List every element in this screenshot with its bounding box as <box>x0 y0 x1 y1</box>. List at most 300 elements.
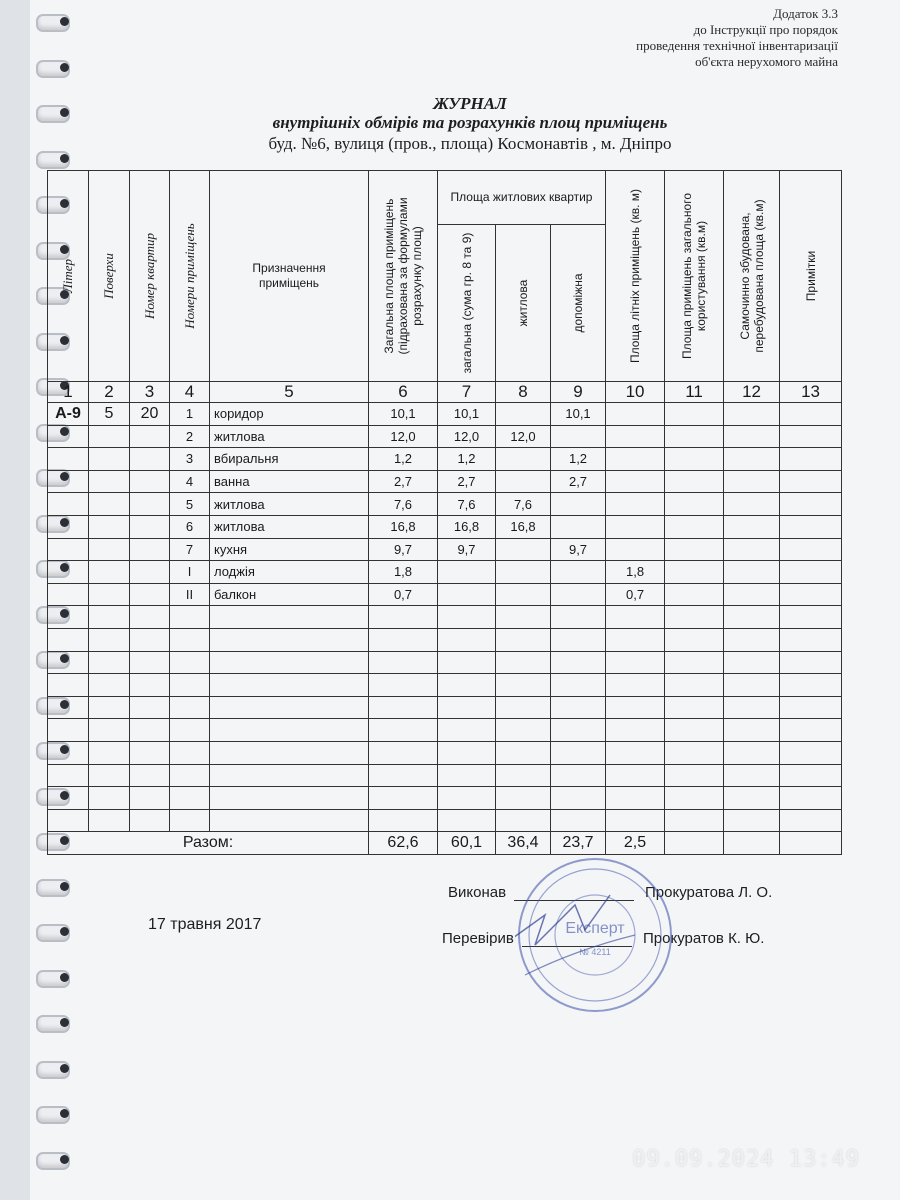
empty-cell <box>130 787 170 810</box>
table-row <box>48 561 842 584</box>
empty-cell <box>438 809 496 832</box>
empty-cell <box>665 764 724 787</box>
cell-common-area <box>665 448 724 471</box>
empty-cell <box>48 787 89 810</box>
punch-hole-icon <box>60 882 69 891</box>
table-row <box>48 470 842 493</box>
cell-auxiliary: 1,2 <box>551 448 606 471</box>
cell-apartment <box>130 470 170 493</box>
header-auxiliary: допоміжна <box>551 225 606 382</box>
column-number-row <box>48 382 842 403</box>
cell-notes <box>780 403 842 426</box>
empty-cell <box>665 809 724 832</box>
empty-cell <box>496 787 551 810</box>
totals-common <box>665 832 724 855</box>
cell-purpose: вбиральня <box>210 448 369 471</box>
cell-living <box>496 538 551 561</box>
cell-purpose: коридор <box>210 403 369 426</box>
empty-cell <box>780 741 842 764</box>
empty-cell <box>724 787 780 810</box>
empty-cell <box>130 696 170 719</box>
empty-cell <box>665 741 724 764</box>
cell-common-area <box>665 470 724 493</box>
empty-cell <box>89 787 130 810</box>
cell-apartment: 20 <box>130 403 170 426</box>
empty-cell <box>606 628 665 651</box>
empty-cell <box>89 651 130 674</box>
cell-auxiliary: 2,7 <box>551 470 606 493</box>
empty-cell <box>48 628 89 651</box>
empty-cell <box>89 719 130 742</box>
empty-cell <box>369 764 438 787</box>
punch-hole-icon <box>60 1064 69 1073</box>
empty-cell <box>170 696 210 719</box>
cell-living <box>496 403 551 426</box>
column-number: 10 <box>606 382 665 403</box>
cell-floors <box>89 515 130 538</box>
empty-cell <box>170 628 210 651</box>
checked-label: Перевірив <box>442 930 514 947</box>
empty-cell <box>606 719 665 742</box>
cell-purpose: ванна <box>210 470 369 493</box>
cell-room-no: 2 <box>170 425 210 448</box>
cell-total-area: 1,2 <box>369 448 438 471</box>
header-living-group: Площа житлових квартир <box>438 171 606 225</box>
cell-living <box>496 583 551 606</box>
cell-total-sum <box>438 583 496 606</box>
empty-cell <box>170 719 210 742</box>
empty-cell <box>780 787 842 810</box>
empty-cell <box>606 606 665 629</box>
empty-cell <box>210 651 369 674</box>
empty-cell <box>48 809 89 832</box>
cell-room-no: 1 <box>170 403 210 426</box>
punch-hole-icon <box>60 63 69 72</box>
totals-total: 62,6 <box>369 832 438 855</box>
cell-notes <box>780 538 842 561</box>
table-row-empty <box>48 741 842 764</box>
empty-cell <box>724 741 780 764</box>
cell-apartment <box>130 561 170 584</box>
header-summer-area: Площа літніх приміщень (кв. м) <box>606 171 665 382</box>
cell-auxiliary <box>551 493 606 516</box>
column-number: 9 <box>551 382 606 403</box>
cell-liter <box>48 448 89 471</box>
cell-summer-area <box>606 493 665 516</box>
empty-cell <box>496 719 551 742</box>
cell-apartment <box>130 425 170 448</box>
punch-hole-icon <box>60 1109 69 1118</box>
cell-summer-area <box>606 538 665 561</box>
journal-title: ЖУРНАЛ <box>433 94 507 113</box>
empty-cell <box>606 764 665 787</box>
empty-cell <box>48 606 89 629</box>
table-row <box>48 515 842 538</box>
empty-cell <box>89 674 130 697</box>
empty-cell <box>48 696 89 719</box>
empty-cell <box>170 787 210 810</box>
empty-cell <box>724 628 780 651</box>
empty-cell <box>438 696 496 719</box>
cell-room-no: 6 <box>170 515 210 538</box>
empty-cell <box>551 809 606 832</box>
empty-cell <box>606 651 665 674</box>
cell-total-sum: 12,0 <box>438 425 496 448</box>
cell-common-area <box>665 583 724 606</box>
empty-cell <box>48 764 89 787</box>
empty-cell <box>210 674 369 697</box>
cell-room-no: 4 <box>170 470 210 493</box>
empty-cell <box>724 696 780 719</box>
column-number: 5 <box>210 382 369 403</box>
empty-cell <box>369 787 438 810</box>
empty-cell <box>210 787 369 810</box>
cell-notes <box>780 561 842 584</box>
empty-cell <box>606 696 665 719</box>
empty-cell <box>780 719 842 742</box>
cell-total-area: 1,8 <box>369 561 438 584</box>
document-date: 17 травня 2017 <box>148 916 262 933</box>
cell-room-no: ІІ <box>170 583 210 606</box>
punch-hole-icon <box>60 1018 69 1027</box>
empty-cell <box>551 628 606 651</box>
cell-floors <box>89 425 130 448</box>
cell-floors <box>89 470 130 493</box>
cell-common-area <box>665 425 724 448</box>
empty-cell <box>170 764 210 787</box>
empty-cell <box>48 719 89 742</box>
measurements-table <box>47 170 842 855</box>
cell-total-area: 7,6 <box>369 493 438 516</box>
empty-cell <box>369 741 438 764</box>
column-number: 6 <box>369 382 438 403</box>
header-total-area: Загальна площа приміщень (підрахована за формулами розрахунку площ) <box>369 171 438 382</box>
empty-cell <box>606 787 665 810</box>
empty-cell <box>724 674 780 697</box>
cell-liter <box>48 425 89 448</box>
empty-cell <box>551 741 606 764</box>
cell-auxiliary <box>551 515 606 538</box>
empty-cell <box>369 606 438 629</box>
table-row <box>48 583 842 606</box>
title-block <box>170 94 770 155</box>
cell-liter: А-9 <box>48 403 89 426</box>
appendix-note <box>636 6 838 70</box>
cell-purpose: балкон <box>210 583 369 606</box>
empty-cell <box>496 741 551 764</box>
empty-cell <box>724 809 780 832</box>
empty-cell <box>438 674 496 697</box>
cell-apartment <box>130 538 170 561</box>
cell-notes <box>780 425 842 448</box>
empty-cell <box>438 606 496 629</box>
empty-cell <box>551 651 606 674</box>
table-row <box>48 425 842 448</box>
journal-subtitle: внутрішніх обмірів та розрахунків площ приміщень <box>272 113 668 132</box>
cell-total-area: 12,0 <box>369 425 438 448</box>
empty-cell <box>496 809 551 832</box>
header-liter: Літер <box>48 171 89 382</box>
cell-notes <box>780 515 842 538</box>
table-row <box>48 403 842 426</box>
cell-auxiliary <box>551 425 606 448</box>
table-row-empty <box>48 628 842 651</box>
cell-total-area: 2,7 <box>369 470 438 493</box>
cell-room-no: 5 <box>170 493 210 516</box>
empty-cell <box>170 651 210 674</box>
cell-total-area: 16,8 <box>369 515 438 538</box>
header-common-area: Площа приміщень загального користування (кв.м) <box>665 171 724 382</box>
cell-self-built <box>724 493 780 516</box>
empty-cell <box>130 764 170 787</box>
table-row-empty <box>48 764 842 787</box>
cell-living: 12,0 <box>496 425 551 448</box>
empty-cell <box>665 651 724 674</box>
cell-self-built <box>724 425 780 448</box>
empty-cell <box>130 606 170 629</box>
empty-cell <box>496 651 551 674</box>
cell-total-area: 9,7 <box>369 538 438 561</box>
table-row-empty <box>48 674 842 697</box>
cell-summer-area <box>606 515 665 538</box>
empty-cell <box>780 764 842 787</box>
table-row-empty <box>48 719 842 742</box>
cell-liter <box>48 515 89 538</box>
punch-hole-icon <box>60 154 69 163</box>
cell-summer-area: 1,8 <box>606 561 665 584</box>
column-number: 4 <box>170 382 210 403</box>
empty-cell <box>496 764 551 787</box>
empty-cell <box>210 764 369 787</box>
empty-cell <box>170 809 210 832</box>
column-number: 8 <box>496 382 551 403</box>
cell-notes <box>780 583 842 606</box>
cell-self-built <box>724 515 780 538</box>
cell-purpose: кухня <box>210 538 369 561</box>
cell-purpose: лоджія <box>210 561 369 584</box>
table-row <box>48 493 842 516</box>
column-number: 12 <box>724 382 780 403</box>
performed-label: Виконав <box>448 884 507 901</box>
cell-summer-area <box>606 470 665 493</box>
stamp-text: Експерт <box>565 920 625 937</box>
column-number: 1 <box>48 382 89 403</box>
photo-timestamp: 09.09.2024 13:49 <box>632 1147 860 1172</box>
cell-room-no: 7 <box>170 538 210 561</box>
cell-floors <box>89 538 130 561</box>
empty-cell <box>170 606 210 629</box>
empty-cell <box>438 628 496 651</box>
empty-cell <box>780 696 842 719</box>
cell-total-sum: 7,6 <box>438 493 496 516</box>
punch-hole-icon <box>60 973 69 982</box>
empty-cell <box>48 651 89 674</box>
punch-hole-icon <box>60 108 69 117</box>
punch-hole-icon <box>60 1155 69 1164</box>
cell-total-sum: 9,7 <box>438 538 496 561</box>
cell-apartment <box>130 583 170 606</box>
cell-notes <box>780 493 842 516</box>
cell-floors <box>89 448 130 471</box>
cell-living <box>496 448 551 471</box>
empty-cell <box>369 674 438 697</box>
empty-cell <box>89 741 130 764</box>
cell-common-area <box>665 403 724 426</box>
cell-summer-area <box>606 448 665 471</box>
cell-floors <box>89 583 130 606</box>
cell-liter <box>48 493 89 516</box>
empty-cell <box>551 787 606 810</box>
empty-cell <box>210 741 369 764</box>
empty-cell <box>438 764 496 787</box>
checked-name: Прокуратов К. Ю. <box>643 930 765 947</box>
empty-cell <box>89 764 130 787</box>
column-number: 7 <box>438 382 496 403</box>
appendix-line-1: Додаток 3.3 <box>773 6 838 21</box>
cell-self-built <box>724 470 780 493</box>
column-number: 13 <box>780 382 842 403</box>
empty-cell <box>496 674 551 697</box>
cell-purpose: житлова <box>210 515 369 538</box>
empty-cell <box>438 741 496 764</box>
appendix-line-4: об'єкта нерухомого майна <box>695 54 838 69</box>
empty-cell <box>665 719 724 742</box>
totals-aux: 23,7 <box>551 832 606 855</box>
cell-auxiliary: 10,1 <box>551 403 606 426</box>
empty-cell <box>724 719 780 742</box>
empty-cell <box>210 696 369 719</box>
cell-living: 16,8 <box>496 515 551 538</box>
header-self-built: Самочинно збудована, перебудована площа (кв.м) <box>724 171 780 382</box>
table-row-empty <box>48 787 842 810</box>
empty-cell <box>89 809 130 832</box>
cell-purpose: житлова <box>210 425 369 448</box>
empty-cell <box>130 809 170 832</box>
cell-living <box>496 561 551 584</box>
address-line: буд. №6, вулиця (пров., площа) Космонавтів , м. Дніпро <box>268 134 672 153</box>
cell-total-sum: 2,7 <box>438 470 496 493</box>
empty-cell <box>551 674 606 697</box>
empty-cell <box>130 741 170 764</box>
empty-cell <box>496 628 551 651</box>
cell-total-area: 0,7 <box>369 583 438 606</box>
empty-cell <box>780 606 842 629</box>
column-number: 11 <box>665 382 724 403</box>
column-number: 2 <box>89 382 130 403</box>
empty-cell <box>89 606 130 629</box>
empty-cell <box>724 764 780 787</box>
empty-cell <box>780 651 842 674</box>
header-living: житлова <box>496 225 551 382</box>
table-row-empty <box>48 696 842 719</box>
empty-cell <box>130 628 170 651</box>
empty-cell <box>551 719 606 742</box>
empty-cell <box>369 696 438 719</box>
empty-cell <box>369 809 438 832</box>
cell-room-no: І <box>170 561 210 584</box>
table-row-empty <box>48 606 842 629</box>
empty-cell <box>89 628 130 651</box>
cell-total-sum <box>438 561 496 584</box>
header-apartment-no: Номер квартир <box>130 171 170 382</box>
cell-summer-area: 0,7 <box>606 583 665 606</box>
punch-hole-icon <box>60 927 69 936</box>
column-number: 3 <box>130 382 170 403</box>
empty-cell <box>170 674 210 697</box>
cell-purpose: житлова <box>210 493 369 516</box>
empty-cell <box>606 809 665 832</box>
empty-cell <box>130 674 170 697</box>
cell-common-area <box>665 515 724 538</box>
cell-summer-area <box>606 403 665 426</box>
cell-room-no: 3 <box>170 448 210 471</box>
header-notes: Примітки <box>780 171 842 382</box>
cell-floors <box>89 493 130 516</box>
cell-summer-area <box>606 425 665 448</box>
cell-notes <box>780 448 842 471</box>
empty-cell <box>369 628 438 651</box>
empty-cell <box>606 741 665 764</box>
table-row-empty <box>48 651 842 674</box>
cell-apartment <box>130 493 170 516</box>
cell-auxiliary: 9,7 <box>551 538 606 561</box>
cell-total-sum: 1,2 <box>438 448 496 471</box>
cell-auxiliary <box>551 583 606 606</box>
table-row <box>48 538 842 561</box>
performed-name: Прокуратова Л. О. <box>645 884 773 901</box>
cell-liter <box>48 583 89 606</box>
cell-common-area <box>665 561 724 584</box>
cell-living <box>496 470 551 493</box>
empty-cell <box>780 809 842 832</box>
totals-self-built <box>724 832 780 855</box>
totals-sum: 60,1 <box>438 832 496 855</box>
empty-cell <box>665 696 724 719</box>
cell-common-area <box>665 493 724 516</box>
empty-cell <box>724 651 780 674</box>
header-floors: Поверхи <box>89 171 130 382</box>
stamp-number: № 4211 <box>579 947 611 957</box>
empty-cell <box>48 741 89 764</box>
cell-living: 7,6 <box>496 493 551 516</box>
table-row <box>48 448 842 471</box>
cell-apartment <box>130 448 170 471</box>
cell-common-area <box>665 538 724 561</box>
cell-auxiliary <box>551 561 606 584</box>
table-row-empty <box>48 809 842 832</box>
cell-self-built <box>724 403 780 426</box>
totals-summer: 2,5 <box>606 832 665 855</box>
empty-cell <box>438 719 496 742</box>
cell-liter <box>48 561 89 584</box>
empty-cell <box>369 651 438 674</box>
empty-cell <box>780 628 842 651</box>
empty-cell <box>438 651 496 674</box>
empty-cell <box>369 719 438 742</box>
empty-cell <box>130 651 170 674</box>
header-purpose: Призначення приміщень <box>210 171 369 382</box>
round-stamp-icon <box>515 855 675 1015</box>
totals-row <box>48 832 842 855</box>
empty-cell <box>665 606 724 629</box>
totals-label: Разом: <box>48 832 369 855</box>
totals-living: 36,4 <box>496 832 551 855</box>
appendix-line-2: до Інструкції про порядок <box>693 22 838 37</box>
punch-hole-icon <box>60 17 69 26</box>
cell-liter <box>48 470 89 493</box>
empty-cell <box>551 606 606 629</box>
empty-cell <box>724 606 780 629</box>
